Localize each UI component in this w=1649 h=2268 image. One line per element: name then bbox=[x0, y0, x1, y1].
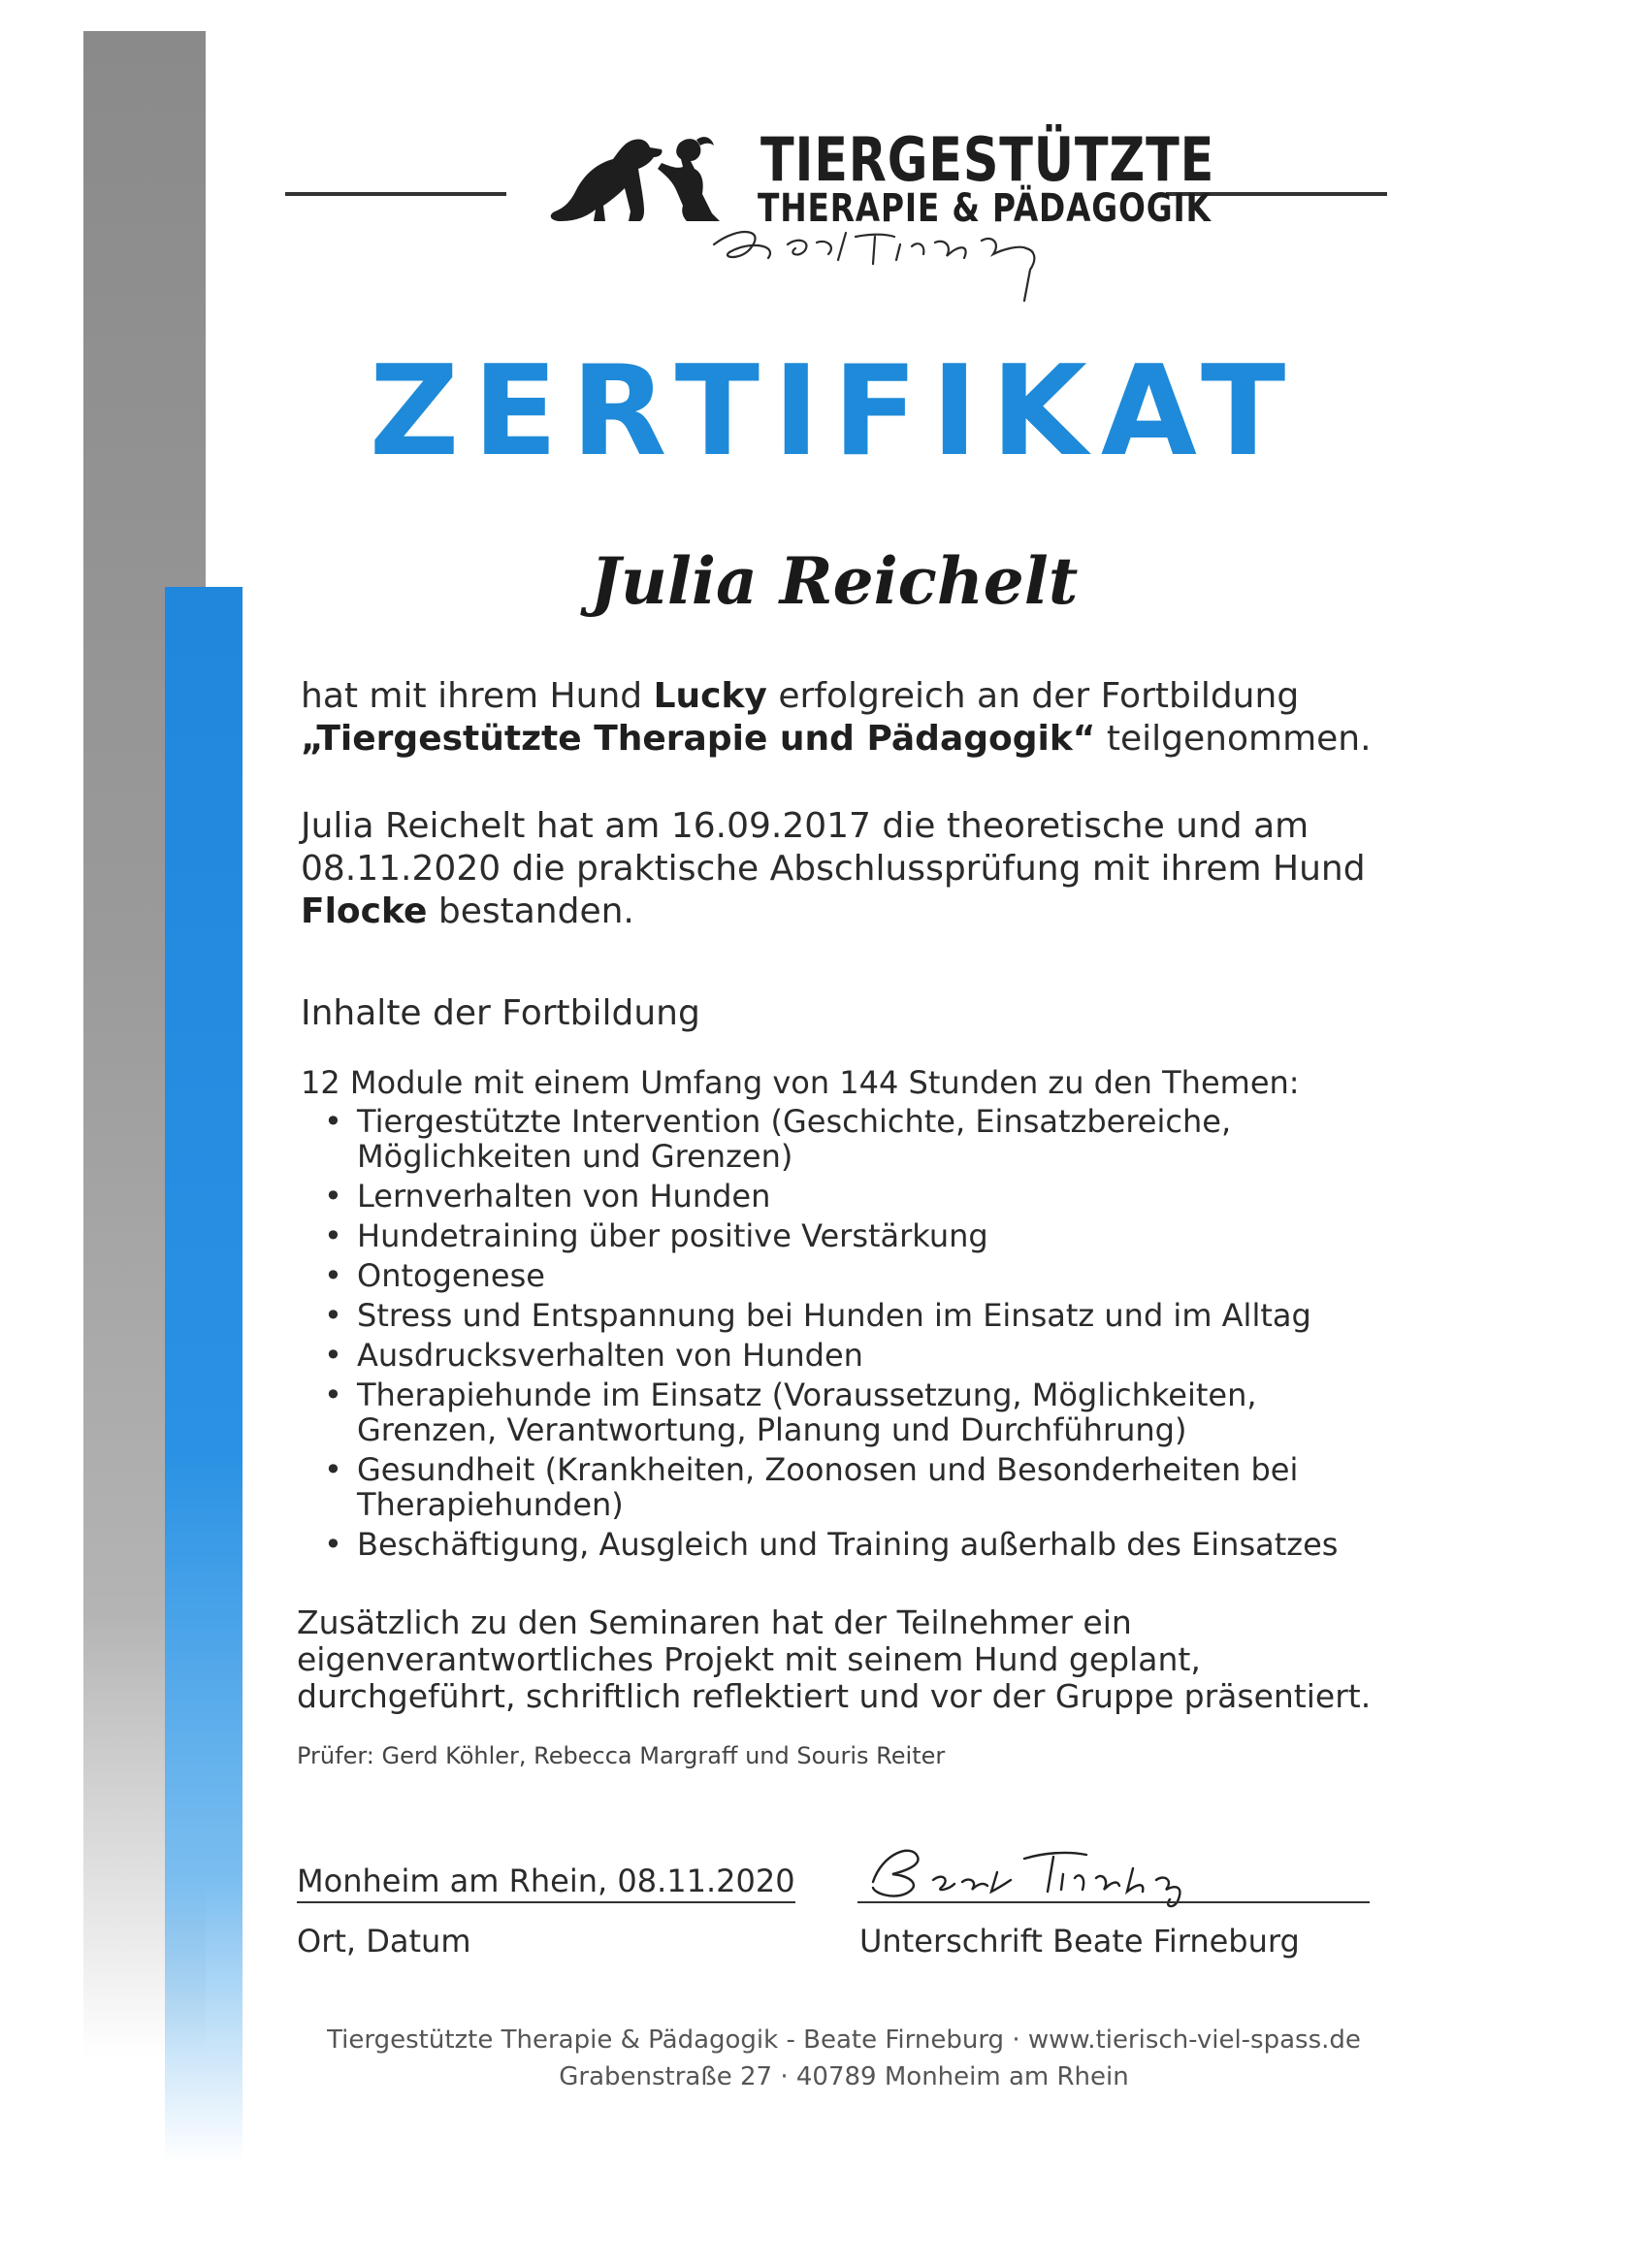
list-item bbox=[301, 1452, 1387, 1522]
topic-text: Lernverhalten von Hunden bbox=[357, 1178, 771, 1215]
dog-name-flocke: Flocke bbox=[301, 891, 428, 931]
logo-title-line1: TIERGESTÜTZTE bbox=[760, 124, 1215, 195]
topic-text: Therapiehunde im Einsatz (Voraussetzung, Möglichkeiten, Grenzen, Verantwortung, Planung und Durchführung) bbox=[357, 1377, 1257, 1448]
paragraph1-mid: erfolgreich an der Fortbildung bbox=[766, 676, 1300, 716]
list-item bbox=[301, 1218, 1387, 1253]
topic-text: Hundetraining über positive Verstärkung bbox=[357, 1217, 988, 1254]
logo-title-line2: THERAPIE & PÄDAGOGIK bbox=[758, 186, 1212, 231]
bullet-icon: • bbox=[324, 1257, 342, 1294]
topic-text: Stress und Entspannung bei Hunden im Einsatz und im Alltag bbox=[357, 1297, 1311, 1334]
logo-rule-left bbox=[285, 192, 506, 196]
examiners-line: Prüfer: Gerd Köhler, Rebecca Margraff und Souris Reiter bbox=[297, 1742, 946, 1769]
bullet-icon: • bbox=[324, 1217, 342, 1254]
exam-paragraph bbox=[301, 805, 1397, 933]
place-date-label: Ort, Datum bbox=[297, 1923, 471, 1960]
paragraph1-post: teilgenommen. bbox=[1095, 719, 1372, 759]
list-item bbox=[301, 1527, 1387, 1562]
place-date: Monheim am Rhein, 08.11.2020 bbox=[297, 1863, 795, 1903]
paragraph2-pre: Julia Reichelt hat am 16.09.2017 die theoretische und am 08.11.2020 die praktische Abschlussprüfung mit ihrem Hund bbox=[301, 806, 1366, 889]
list-item bbox=[301, 1338, 1387, 1373]
topic-text: Ausdrucksverhalten von Hunden bbox=[357, 1337, 863, 1374]
bullet-icon: • bbox=[324, 1377, 342, 1413]
certificate-title: ZERTIFIKAT bbox=[369, 340, 1300, 484]
list-item bbox=[301, 1377, 1387, 1447]
project-paragraph: Zusätzlich zu den Seminaren hat der Teilnehmer ein eigenverantwortliches Projekt mit seinem Hund geplant, durchgeführt, schriftlich reflektiert und vor der Gruppe präsentiert. bbox=[297, 1604, 1372, 1715]
list-item bbox=[301, 1258, 1387, 1293]
list-item bbox=[301, 1104, 1387, 1174]
contents-heading: Inhalte der Fortbildung bbox=[301, 993, 700, 1033]
bullet-icon: • bbox=[324, 1526, 342, 1563]
participation-paragraph bbox=[301, 675, 1397, 761]
recipient-name: Julia Reichelt bbox=[590, 543, 1079, 619]
decorative-blue-bar bbox=[165, 587, 242, 2163]
paragraph1-pre: hat mit ihrem Hund bbox=[301, 676, 654, 716]
signature-line bbox=[857, 1901, 1370, 1903]
logo-handwritten-signature bbox=[710, 215, 1098, 307]
signature-label: Unterschrift Beate Firneburg bbox=[859, 1923, 1300, 1960]
topic-text: Tiergestützte Intervention (Geschichte, Einsatzbereiche, Möglichkeiten und Grenzen) bbox=[357, 1103, 1232, 1175]
topic-text: Ontogenese bbox=[357, 1257, 545, 1294]
bullet-icon: • bbox=[324, 1178, 342, 1215]
bullet-icon: • bbox=[324, 1297, 342, 1334]
paragraph2-post: bestanden. bbox=[427, 891, 634, 931]
list-item bbox=[301, 1298, 1387, 1333]
topics-list bbox=[301, 1104, 1387, 1567]
footer-line1: Tiergestützte Therapie & Pädagogik - Beate Firneburg · www.tierisch-viel-spass.de bbox=[327, 2025, 1361, 2055]
dog-name-lucky: Lucky bbox=[653, 676, 767, 716]
topic-text: Beschäftigung, Ausgleich und Training außerhalb des Einsatzes bbox=[357, 1526, 1339, 1563]
topic-text: Gesundheit (Krankheiten, Zoonosen und Besonderheiten bei Therapiehunden) bbox=[357, 1451, 1299, 1523]
bullet-icon: • bbox=[324, 1451, 342, 1488]
bullet-icon: • bbox=[324, 1103, 342, 1140]
modules-intro: 12 Module mit einem Umfang von 144 Stunden zu den Themen: bbox=[301, 1064, 1300, 1101]
footer-line2: Grabenstraße 27 · 40789 Monheim am Rhein bbox=[559, 2062, 1129, 2091]
list-item bbox=[301, 1179, 1387, 1214]
bullet-icon: • bbox=[324, 1337, 342, 1374]
course-name: „Tiergestützte Therapie und Pädagogik“ bbox=[301, 719, 1096, 759]
